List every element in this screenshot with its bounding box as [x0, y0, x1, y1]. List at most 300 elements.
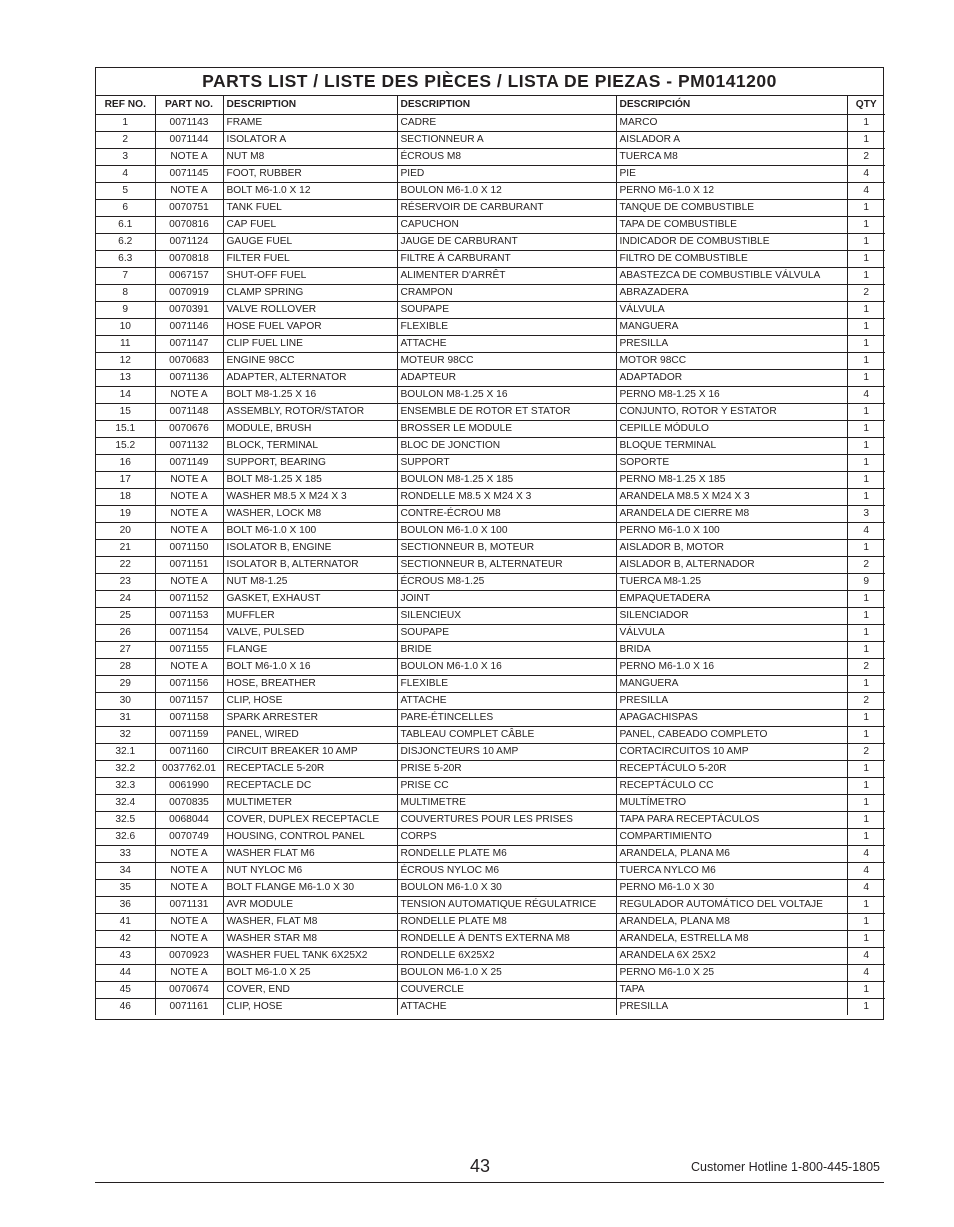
- part-no-cell: NOTE A: [155, 863, 223, 880]
- table-row: [96, 472, 885, 489]
- table-row: [96, 540, 885, 557]
- qty-cell: 2: [847, 693, 885, 710]
- description-en-cell: WASHER, FLAT M8: [223, 914, 397, 931]
- ref-no-cell: 46: [96, 999, 155, 1016]
- qty-cell: 1: [847, 812, 885, 829]
- description-fr-cell: ÉCROUS NYLOC M6: [397, 863, 616, 880]
- description-en-cell: CLAMP SPRING: [223, 285, 397, 302]
- description-en-cell: SUPPORT, BEARING: [223, 455, 397, 472]
- part-no-cell: 0071148: [155, 404, 223, 421]
- ref-no-cell: 6.2: [96, 234, 155, 251]
- qty-cell: 1: [847, 217, 885, 234]
- ref-no-cell: 3: [96, 149, 155, 166]
- ref-no-cell: 11: [96, 336, 155, 353]
- header-qty: QTY: [847, 96, 885, 115]
- part-no-cell: 0071151: [155, 557, 223, 574]
- part-no-cell: NOTE A: [155, 880, 223, 897]
- ref-no-cell: 15: [96, 404, 155, 421]
- part-no-cell: 0071131: [155, 897, 223, 914]
- customer-hotline: Customer Hotline 1-800-445-1805: [691, 1160, 880, 1174]
- description-es-cell: SILENCIADOR: [616, 608, 847, 625]
- description-fr-cell: BRIDE: [397, 642, 616, 659]
- qty-cell: 1: [847, 115, 885, 132]
- description-es-cell: PERNO M8-1.25 X 16: [616, 387, 847, 404]
- qty-cell: 1: [847, 676, 885, 693]
- ref-no-cell: 7: [96, 268, 155, 285]
- ref-no-cell: 19: [96, 506, 155, 523]
- description-es-cell: MANGUERA: [616, 319, 847, 336]
- description-fr-cell: BLOC DE JONCTION: [397, 438, 616, 455]
- description-en-cell: ISOLATOR A: [223, 132, 397, 149]
- description-es-cell: PRESILLA: [616, 693, 847, 710]
- table-row: [96, 404, 885, 421]
- part-no-cell: NOTE A: [155, 574, 223, 591]
- qty-cell: 2: [847, 744, 885, 761]
- ref-no-cell: 1: [96, 115, 155, 132]
- description-en-cell: SHUT-OFF FUEL: [223, 268, 397, 285]
- description-en-cell: COVER, DUPLEX RECEPTACLE: [223, 812, 397, 829]
- table-row: [96, 200, 885, 217]
- qty-cell: 1: [847, 353, 885, 370]
- description-es-cell: RECEPTÁCULO 5-20R: [616, 761, 847, 778]
- table-row: [96, 846, 885, 863]
- description-fr-cell: JOINT: [397, 591, 616, 608]
- qty-cell: 4: [847, 965, 885, 982]
- part-no-cell: 0071161: [155, 999, 223, 1016]
- description-es-cell: PRESILLA: [616, 336, 847, 353]
- part-no-cell: 0071145: [155, 166, 223, 183]
- ref-no-cell: 12: [96, 353, 155, 370]
- part-no-cell: 0071157: [155, 693, 223, 710]
- description-en-cell: RECEPTACLE DC: [223, 778, 397, 795]
- part-no-cell: 0071150: [155, 540, 223, 557]
- ref-no-cell: 10: [96, 319, 155, 336]
- qty-cell: 9: [847, 574, 885, 591]
- description-es-cell: BRIDA: [616, 642, 847, 659]
- description-es-cell: ARANDELA M8.5 X M24 X 3: [616, 489, 847, 506]
- description-es-cell: PRESILLA: [616, 999, 847, 1016]
- part-no-cell: NOTE A: [155, 149, 223, 166]
- table-row: [96, 489, 885, 506]
- description-en-cell: BOLT M6-1.0 X 12: [223, 183, 397, 200]
- description-es-cell: TUERCA NYLCO M6: [616, 863, 847, 880]
- part-no-cell: 0070751: [155, 200, 223, 217]
- qty-cell: 2: [847, 149, 885, 166]
- ref-no-cell: 35: [96, 880, 155, 897]
- description-en-cell: COVER, END: [223, 982, 397, 999]
- qty-cell: 1: [847, 421, 885, 438]
- description-fr-cell: RONDELLE PLATE M6: [397, 846, 616, 863]
- description-fr-cell: FILTRE À CARBURANT: [397, 251, 616, 268]
- table-row: [96, 778, 885, 795]
- table-row: [96, 948, 885, 965]
- ref-no-cell: 29: [96, 676, 155, 693]
- table-row: [96, 829, 885, 846]
- description-en-cell: BLOCK, TERMINAL: [223, 438, 397, 455]
- table-row: [96, 268, 885, 285]
- table-row: [96, 557, 885, 574]
- description-fr-cell: BOULON M8-1.25 X 16: [397, 387, 616, 404]
- ref-no-cell: 32.5: [96, 812, 155, 829]
- table-row: [96, 999, 885, 1016]
- description-en-cell: VALVE, PULSED: [223, 625, 397, 642]
- description-en-cell: NUT M8: [223, 149, 397, 166]
- description-en-cell: HOSE FUEL VAPOR: [223, 319, 397, 336]
- part-no-cell: 0071152: [155, 591, 223, 608]
- description-fr-cell: TABLEAU COMPLET CÂBLE: [397, 727, 616, 744]
- description-es-cell: MANGUERA: [616, 676, 847, 693]
- qty-cell: 1: [847, 914, 885, 931]
- parts-table: [96, 96, 885, 1015]
- table-row: [96, 659, 885, 676]
- description-es-cell: VÁLVULA: [616, 625, 847, 642]
- table-row: [96, 285, 885, 302]
- description-en-cell: BOLT FLANGE M6-1.0 X 30: [223, 880, 397, 897]
- description-es-cell: SOPORTE: [616, 455, 847, 472]
- description-fr-cell: CAPUCHON: [397, 217, 616, 234]
- qty-cell: 1: [847, 778, 885, 795]
- table-row: [96, 574, 885, 591]
- description-es-cell: MULTÍMETRO: [616, 795, 847, 812]
- description-es-cell: ADAPTADOR: [616, 370, 847, 387]
- part-no-cell: NOTE A: [155, 183, 223, 200]
- qty-cell: 4: [847, 846, 885, 863]
- header-description-fr: DESCRIPTION: [397, 96, 616, 115]
- part-no-cell: NOTE A: [155, 489, 223, 506]
- ref-no-cell: 34: [96, 863, 155, 880]
- ref-no-cell: 5: [96, 183, 155, 200]
- ref-no-cell: 32: [96, 727, 155, 744]
- qty-cell: 4: [847, 166, 885, 183]
- description-en-cell: BOLT M6-1.0 X 100: [223, 523, 397, 540]
- description-en-cell: ISOLATOR B, ENGINE: [223, 540, 397, 557]
- qty-cell: 1: [847, 625, 885, 642]
- description-es-cell: VÁLVULA: [616, 302, 847, 319]
- description-fr-cell: PIED: [397, 166, 616, 183]
- description-es-cell: PERNO M6-1.0 X 100: [616, 523, 847, 540]
- description-es-cell: AISLADOR B, ALTERNADOR: [616, 557, 847, 574]
- description-es-cell: APAGACHISPAS: [616, 710, 847, 727]
- description-en-cell: GAUGE FUEL: [223, 234, 397, 251]
- description-es-cell: AISLADOR B, MOTOR: [616, 540, 847, 557]
- part-no-cell: 0071143: [155, 115, 223, 132]
- description-es-cell: PERNO M6-1.0 X 30: [616, 880, 847, 897]
- description-fr-cell: FLEXIBLE: [397, 319, 616, 336]
- part-no-cell: 0071132: [155, 438, 223, 455]
- description-en-cell: ISOLATOR B, ALTERNATOR: [223, 557, 397, 574]
- description-es-cell: ABASTEZCA DE COMBUSTIBLE VÁLVULA: [616, 268, 847, 285]
- table-row: [96, 982, 885, 999]
- table-row: [96, 914, 885, 931]
- ref-no-cell: 32.6: [96, 829, 155, 846]
- table-row: [96, 744, 885, 761]
- ref-no-cell: 8: [96, 285, 155, 302]
- qty-cell: 1: [847, 200, 885, 217]
- qty-cell: 1: [847, 727, 885, 744]
- ref-no-cell: 24: [96, 591, 155, 608]
- description-es-cell: PIE: [616, 166, 847, 183]
- description-fr-cell: ÉCROUS M8: [397, 149, 616, 166]
- qty-cell: 3: [847, 506, 885, 523]
- table-row: [96, 455, 885, 472]
- table-row: [96, 608, 885, 625]
- description-fr-cell: SOUPAPE: [397, 625, 616, 642]
- description-fr-cell: MULTIMETRE: [397, 795, 616, 812]
- description-fr-cell: BOULON M6-1.0 X 25: [397, 965, 616, 982]
- description-en-cell: BOLT M6-1.0 X 16: [223, 659, 397, 676]
- qty-cell: 1: [847, 829, 885, 846]
- description-fr-cell: RONDELLE PLATE M8: [397, 914, 616, 931]
- description-fr-cell: DISJONCTEURS 10 AMP: [397, 744, 616, 761]
- ref-no-cell: 22: [96, 557, 155, 574]
- qty-cell: 4: [847, 948, 885, 965]
- part-no-cell: 0070923: [155, 948, 223, 965]
- description-fr-cell: BROSSER LE MODULE: [397, 421, 616, 438]
- table-row: [96, 710, 885, 727]
- ref-no-cell: 42: [96, 931, 155, 948]
- qty-cell: 4: [847, 183, 885, 200]
- part-no-cell: 0071153: [155, 608, 223, 625]
- ref-no-cell: 6: [96, 200, 155, 217]
- description-en-cell: WASHER FLAT M6: [223, 846, 397, 863]
- qty-cell: 1: [847, 608, 885, 625]
- description-fr-cell: SECTIONNEUR B, MOTEUR: [397, 540, 616, 557]
- description-es-cell: ARANDELA DE CIERRE M8: [616, 506, 847, 523]
- table-row: [96, 319, 885, 336]
- part-no-cell: 0070818: [155, 251, 223, 268]
- ref-no-cell: 28: [96, 659, 155, 676]
- part-no-cell: 0071155: [155, 642, 223, 659]
- ref-no-cell: 6.3: [96, 251, 155, 268]
- description-en-cell: RECEPTACLE 5-20R: [223, 761, 397, 778]
- table-row: [96, 693, 885, 710]
- description-en-cell: VALVE ROLLOVER: [223, 302, 397, 319]
- ref-no-cell: 17: [96, 472, 155, 489]
- ref-no-cell: 43: [96, 948, 155, 965]
- part-no-cell: 0071144: [155, 132, 223, 149]
- description-es-cell: MARCO: [616, 115, 847, 132]
- part-no-cell: NOTE A: [155, 387, 223, 404]
- ref-no-cell: 27: [96, 642, 155, 659]
- description-es-cell: BLOQUE TERMINAL: [616, 438, 847, 455]
- description-es-cell: CONJUNTO, ROTOR Y ESTATOR: [616, 404, 847, 421]
- qty-cell: 1: [847, 795, 885, 812]
- part-no-cell: 0070835: [155, 795, 223, 812]
- description-fr-cell: RONDELLE 6X25X2: [397, 948, 616, 965]
- ref-no-cell: 32.4: [96, 795, 155, 812]
- ref-no-cell: 30: [96, 693, 155, 710]
- description-fr-cell: ALIMENTER D'ARRÊT: [397, 268, 616, 285]
- ref-no-cell: 2: [96, 132, 155, 149]
- qty-cell: 1: [847, 438, 885, 455]
- part-no-cell: 0071124: [155, 234, 223, 251]
- page-number: 43: [470, 1156, 491, 1176]
- description-en-cell: ENGINE 98CC: [223, 353, 397, 370]
- qty-cell: 1: [847, 642, 885, 659]
- part-no-cell: 0070391: [155, 302, 223, 319]
- description-es-cell: ARANDELA, PLANA M6: [616, 846, 847, 863]
- parts-table-body: [96, 115, 885, 1016]
- ref-no-cell: 31: [96, 710, 155, 727]
- part-no-cell: NOTE A: [155, 846, 223, 863]
- description-en-cell: FLANGE: [223, 642, 397, 659]
- part-no-cell: 0071159: [155, 727, 223, 744]
- part-no-cell: 0071160: [155, 744, 223, 761]
- qty-cell: 1: [847, 897, 885, 914]
- qty-cell: 4: [847, 523, 885, 540]
- description-fr-cell: SILENCIEUX: [397, 608, 616, 625]
- table-row: [96, 795, 885, 812]
- description-fr-cell: RONDELLE M8.5 X M24 X 3: [397, 489, 616, 506]
- description-fr-cell: CONTRE-ÉCROU M8: [397, 506, 616, 523]
- description-en-cell: SPARK ARRESTER: [223, 710, 397, 727]
- part-no-cell: NOTE A: [155, 523, 223, 540]
- description-fr-cell: SUPPORT: [397, 455, 616, 472]
- ref-no-cell: 16: [96, 455, 155, 472]
- part-no-cell: NOTE A: [155, 931, 223, 948]
- part-no-cell: 0071158: [155, 710, 223, 727]
- description-en-cell: FRAME: [223, 115, 397, 132]
- description-fr-cell: SECTIONNEUR A: [397, 132, 616, 149]
- qty-cell: 1: [847, 591, 885, 608]
- description-en-cell: HOUSING, CONTROL PANEL: [223, 829, 397, 846]
- qty-cell: 1: [847, 234, 885, 251]
- description-en-cell: CLIP, HOSE: [223, 693, 397, 710]
- description-fr-cell: BOULON M6-1.0 X 16: [397, 659, 616, 676]
- qty-cell: 1: [847, 982, 885, 999]
- ref-no-cell: 20: [96, 523, 155, 540]
- part-no-cell: 0070749: [155, 829, 223, 846]
- part-no-cell: 0067157: [155, 268, 223, 285]
- qty-cell: 1: [847, 472, 885, 489]
- ref-no-cell: 36: [96, 897, 155, 914]
- qty-cell: 1: [847, 931, 885, 948]
- description-fr-cell: CORPS: [397, 829, 616, 846]
- table-row: [96, 115, 885, 132]
- description-fr-cell: MOTEUR 98CC: [397, 353, 616, 370]
- description-fr-cell: PRISE 5-20R: [397, 761, 616, 778]
- part-no-cell: 0071147: [155, 336, 223, 353]
- qty-cell: 1: [847, 302, 885, 319]
- description-en-cell: MODULE, BRUSH: [223, 421, 397, 438]
- ref-no-cell: 18: [96, 489, 155, 506]
- table-row: [96, 676, 885, 693]
- header-description-en: DESCRIPTION: [223, 96, 397, 115]
- description-en-cell: CLIP, HOSE: [223, 999, 397, 1016]
- description-es-cell: TANQUE DE COMBUSTIBLE: [616, 200, 847, 217]
- description-en-cell: ADAPTER, ALTERNATOR: [223, 370, 397, 387]
- part-no-cell: NOTE A: [155, 472, 223, 489]
- description-fr-cell: ÉCROUS M8-1.25: [397, 574, 616, 591]
- part-no-cell: 0037762.01: [155, 761, 223, 778]
- description-en-cell: MUFFLER: [223, 608, 397, 625]
- ref-no-cell: 45: [96, 982, 155, 999]
- description-fr-cell: PARE-ÉTINCELLES: [397, 710, 616, 727]
- parts-list-frame: [95, 67, 884, 1020]
- table-row: [96, 387, 885, 404]
- description-es-cell: FILTRO DE COMBUSTIBLE: [616, 251, 847, 268]
- description-en-cell: FOOT, RUBBER: [223, 166, 397, 183]
- table-row: [96, 149, 885, 166]
- table-row: [96, 370, 885, 387]
- qty-cell: 1: [847, 761, 885, 778]
- qty-cell: 1: [847, 319, 885, 336]
- part-no-cell: NOTE A: [155, 506, 223, 523]
- description-es-cell: TUERCA M8: [616, 149, 847, 166]
- table-row: [96, 642, 885, 659]
- table-header-row: [96, 96, 885, 115]
- qty-cell: 2: [847, 285, 885, 302]
- description-es-cell: ARANDELA 6X 25X2: [616, 948, 847, 965]
- header-part-no: PART NO.: [155, 96, 223, 115]
- description-es-cell: PERNO M6-1.0 X 16: [616, 659, 847, 676]
- part-no-cell: 0070674: [155, 982, 223, 999]
- qty-cell: 1: [847, 489, 885, 506]
- part-no-cell: 0071149: [155, 455, 223, 472]
- description-en-cell: FILTER FUEL: [223, 251, 397, 268]
- ref-no-cell: 23: [96, 574, 155, 591]
- description-es-cell: REGULADOR AUTOMÁTICO DEL VOLTAJE: [616, 897, 847, 914]
- description-fr-cell: ENSEMBLE DE ROTOR ET STATOR: [397, 404, 616, 421]
- description-es-cell: TUERCA M8-1.25: [616, 574, 847, 591]
- description-es-cell: TAPA: [616, 982, 847, 999]
- part-no-cell: 0070676: [155, 421, 223, 438]
- description-fr-cell: ADAPTEUR: [397, 370, 616, 387]
- description-en-cell: WASHER, LOCK M8: [223, 506, 397, 523]
- table-row: [96, 421, 885, 438]
- ref-no-cell: 32.1: [96, 744, 155, 761]
- description-es-cell: ARANDELA, PLANA M8: [616, 914, 847, 931]
- table-row: [96, 727, 885, 744]
- description-fr-cell: RONDELLE À DENTS EXTERNA M8: [397, 931, 616, 948]
- part-no-cell: 0071156: [155, 676, 223, 693]
- ref-no-cell: 44: [96, 965, 155, 982]
- description-es-cell: INDICADOR DE COMBUSTIBLE: [616, 234, 847, 251]
- table-row: [96, 812, 885, 829]
- qty-cell: 1: [847, 251, 885, 268]
- ref-no-cell: 32.2: [96, 761, 155, 778]
- table-row: [96, 863, 885, 880]
- description-fr-cell: BOULON M6-1.0 X 12: [397, 183, 616, 200]
- description-es-cell: COMPARTIMIENTO: [616, 829, 847, 846]
- description-fr-cell: FLEXIBLE: [397, 676, 616, 693]
- description-es-cell: ARANDELA, ESTRELLA M8: [616, 931, 847, 948]
- description-fr-cell: ATTACHE: [397, 693, 616, 710]
- qty-cell: 1: [847, 710, 885, 727]
- description-es-cell: PERNO M6-1.0 X 12: [616, 183, 847, 200]
- description-fr-cell: BOULON M6-1.0 X 30: [397, 880, 616, 897]
- table-row: [96, 132, 885, 149]
- description-en-cell: BOLT M8-1.25 X 185: [223, 472, 397, 489]
- footer-divider: [95, 1182, 884, 1183]
- part-no-cell: NOTE A: [155, 914, 223, 931]
- qty-cell: 1: [847, 132, 885, 149]
- description-fr-cell: COUVERTURES POUR LES PRISES: [397, 812, 616, 829]
- description-en-cell: TANK FUEL: [223, 200, 397, 217]
- ref-no-cell: 25: [96, 608, 155, 625]
- description-en-cell: WASHER M8.5 X M24 X 3: [223, 489, 397, 506]
- ref-no-cell: 6.1: [96, 217, 155, 234]
- description-fr-cell: PRISE CC: [397, 778, 616, 795]
- table-row: [96, 353, 885, 370]
- ref-no-cell: 26: [96, 625, 155, 642]
- description-fr-cell: COUVERCLE: [397, 982, 616, 999]
- description-fr-cell: ATTACHE: [397, 336, 616, 353]
- description-en-cell: AVR MODULE: [223, 897, 397, 914]
- ref-no-cell: 13: [96, 370, 155, 387]
- table-row: [96, 880, 885, 897]
- header-ref-no: REF NO.: [96, 96, 155, 115]
